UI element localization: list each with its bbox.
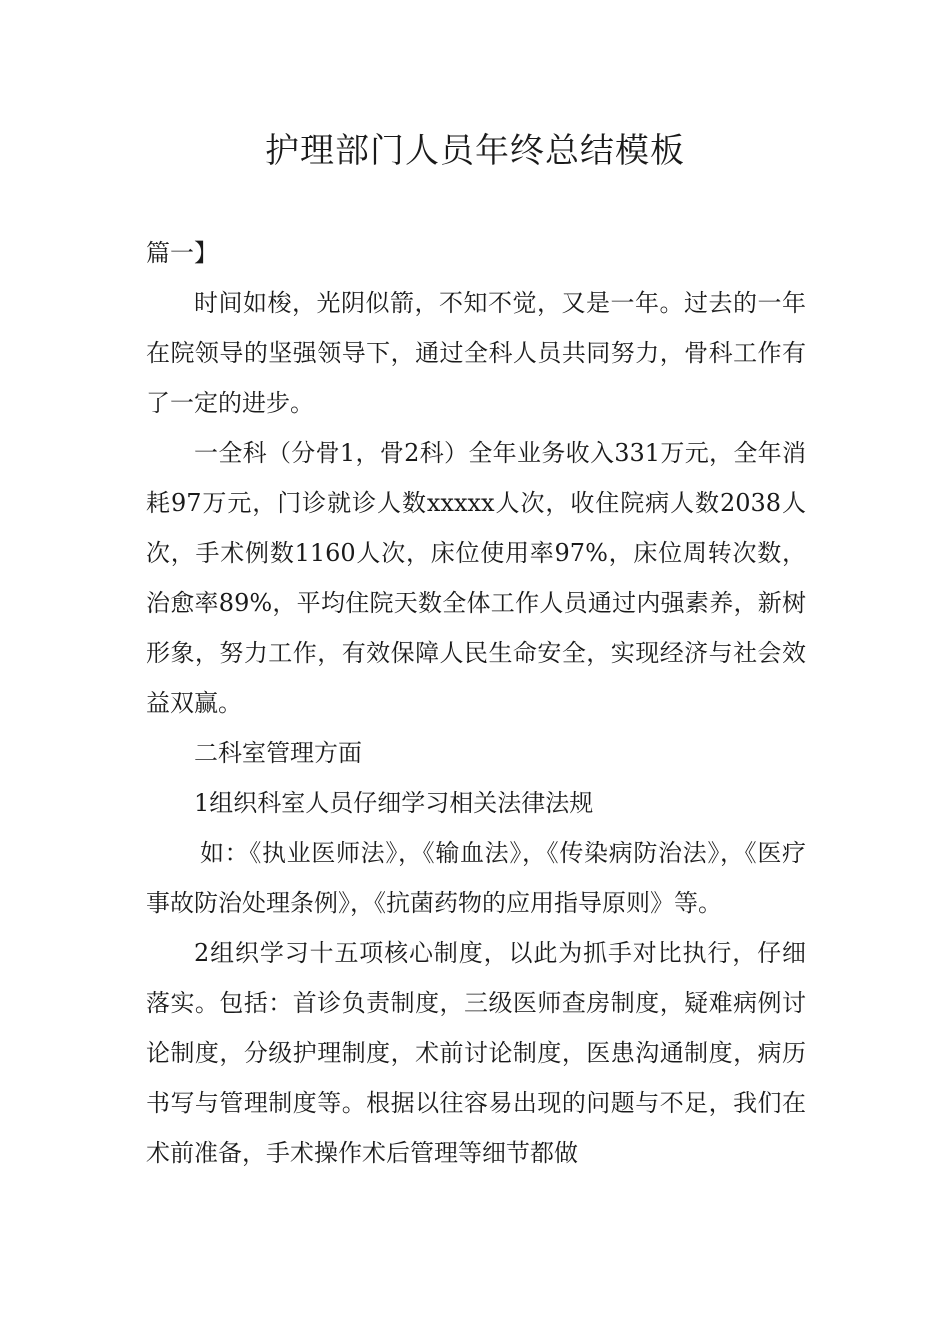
document-title: 护理部门人员年终总结模板 xyxy=(265,131,685,171)
heading-law-study: 1组织科室人员仔细学习相关法律法规 xyxy=(194,789,594,817)
document-body xyxy=(146,228,806,1178)
heading-management: 二科室管理方面 xyxy=(194,739,362,767)
paragraph-intro: 时间如梭，光阴似箭，不知不觉，又是一年。过去的一年在院领导的坚强领导下，通过全科人员共同努力，骨科工作有了一定的进步。 xyxy=(146,289,806,417)
paragraph-core-systems: 2组织学习十五项核心制度，以此为抓手对比执行，仔细落实。包括：首诊负责制度，三级医师查房制度，疑难病例讨论制度，分级护理制度，术前讨论制度，医患沟通制度，病历书写与管理制度等。根据以往容易出现的问题与不足，我们在术前准备，手术操作术后管理等细节都做 xyxy=(146,939,806,1167)
section-label: 篇一】 xyxy=(146,239,218,267)
paragraph-statistics: 一全科（分骨1，骨2科）全年业务收入331万元，全年消耗97万元，门诊就诊人数xxxxx人次，收住院病人数2038人次，手术例数1160人次，床位使用率97%，床位周转次数，治愈率89%，平均住院天数全体工作人员通过内强素养，新树形象，努力工作，有效保障人民生命安全，实现经济与社会效益双赢。 xyxy=(146,439,806,717)
paragraph-law-list: 如：《执业医师法》，《输血法》，《传染病防治法》，《医疗事故防治处理条例》，《抗菌药物的应用指导原则》等。 xyxy=(146,839,806,917)
